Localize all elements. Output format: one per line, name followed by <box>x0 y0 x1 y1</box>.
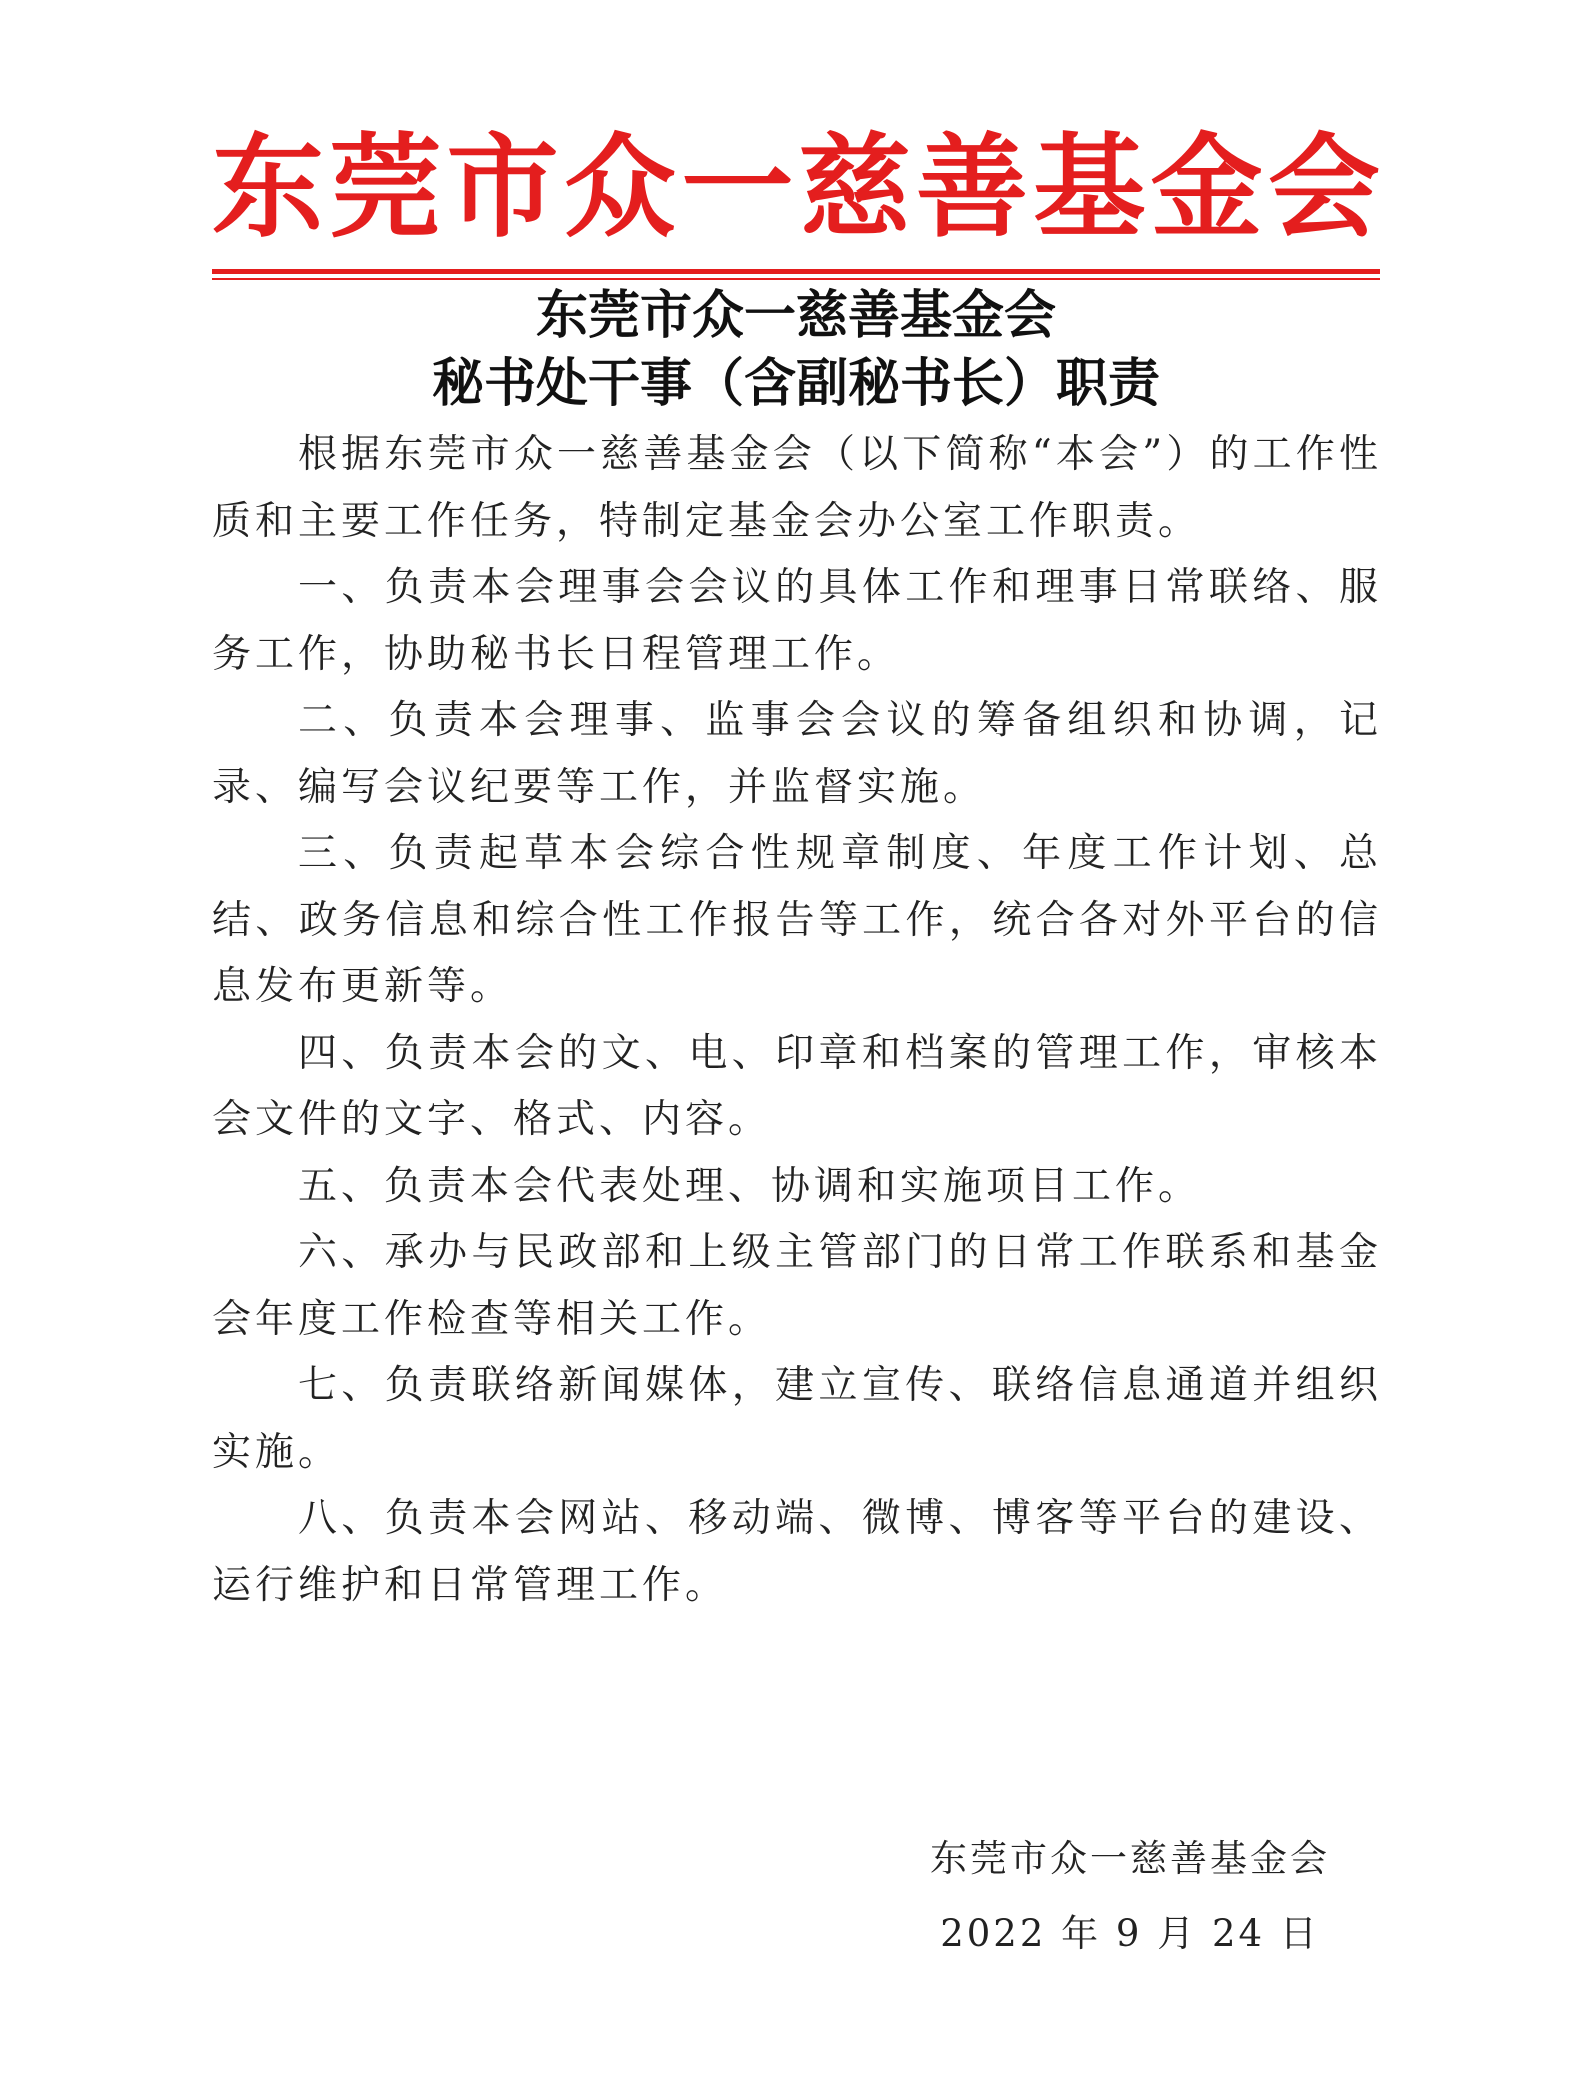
letterhead-org-name <box>212 123 1380 253</box>
letterhead-char: 东 <box>212 123 324 253</box>
duty-item-7: 七、负责联络新闻媒体，建立宣传、联络信息通道并组织实施。 <box>212 1363 1382 1475</box>
document-title-line1: 东莞市众一慈善基金会 <box>535 285 1056 346</box>
letterhead-divider-thick <box>212 269 1380 274</box>
letterhead-char: 基 <box>1033 123 1146 253</box>
letterhead-char: 善 <box>915 123 1028 253</box>
letterhead-char: 莞 <box>329 123 442 253</box>
document-body <box>212 422 1382 1619</box>
document-title-line2: 秘书处干事（含副秘书长）职责 <box>431 353 1160 414</box>
duty-item-4: 四、负责本会的文、电、印章和档案的管理工作，审核本会文件的文字、格式、内容。 <box>212 1030 1382 1142</box>
letterhead-char: 会 <box>1267 123 1380 253</box>
duty-item-2: 二、负责本会理事、监事会会议的筹备组织和协调，记录、编写会议纪要等工作，并监督实施。 <box>212 698 1382 810</box>
signature-date: 2022 年 9 月 24 日 <box>940 1912 1320 1955</box>
letterhead-char: 市 <box>446 123 559 253</box>
duty-item-8: 八、负责本会网站、移动端、微博、博客等平台的建设、运行维护和日常管理工作。 <box>212 1496 1382 1608</box>
letterhead-char: 一 <box>681 123 794 253</box>
letterhead-char: 慈 <box>798 123 911 253</box>
letterhead-char: 金 <box>1150 123 1263 253</box>
duty-item-6: 六、承办与民政部和上级主管部门的日常工作联系和基金会年度工作检查等相关工作。 <box>212 1230 1382 1342</box>
letterhead-char: 众 <box>563 123 676 253</box>
letterhead-divider-thin <box>212 278 1380 280</box>
duty-item-1: 一、负责本会理事会会议的具体工作和理事日常联络、服务工作，协助秘书长日程管理工作。 <box>212 565 1382 677</box>
intro-paragraph: 根据东莞市众一慈善基金会（以下简称“本会”）的工作性质和主要工作任务，特制定基金会办公室工作职责。 <box>212 432 1382 544</box>
duty-item-5: 五、负责本会代表处理、协调和实施项目工作。 <box>298 1163 1202 1209</box>
signature-org: 东莞市众一慈善基金会 <box>930 1837 1330 1880</box>
duty-item-3: 三、负责起草本会综合性规章制度、年度工作计划、总结、政务信息和综合性工作报告等工作，统合各对外平台的信息发布更新等。 <box>212 831 1382 1009</box>
